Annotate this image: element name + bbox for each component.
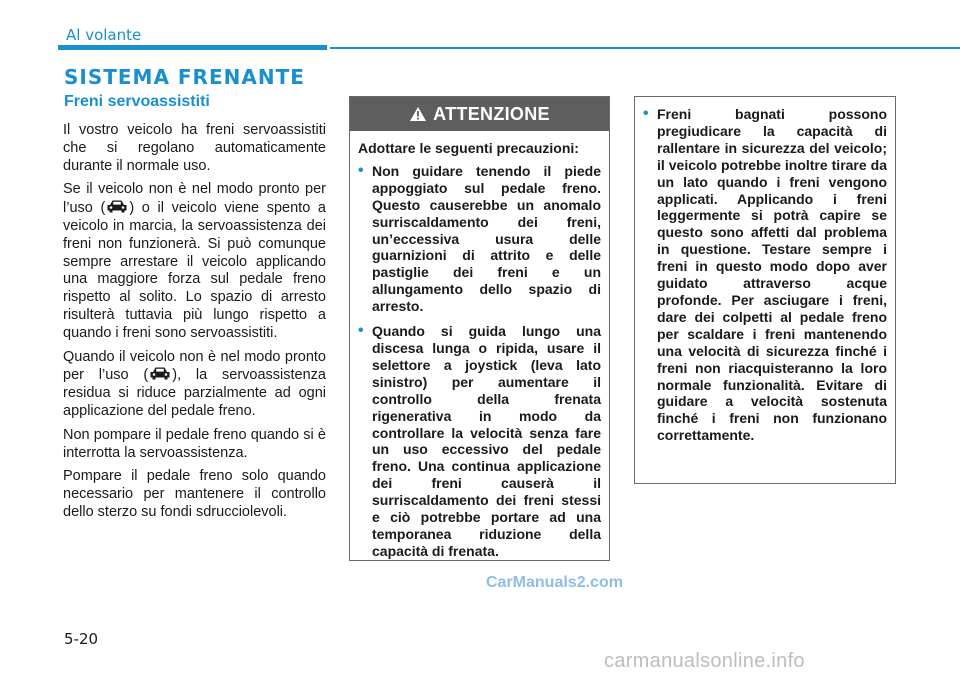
list-item: • Quando si guida lungo una discesa lunga o ripida, usare il selettore a joystick (leva lato sinistro) per aumentare il controllo della frenata rigenerativa in modo da controllare la velocità senza fare un uso eccessivo del pedale freno. Una continua applicazione dei freni causerà il surriscaldamento dei freni stessi e ciò potrebbe portare ad una temporanea riduzione della capacità di frenata. <box>358 323 601 560</box>
warning-intro: Adottare le seguenti precauzioni: <box>358 140 579 156</box>
paragraph: Se il veicolo non è nel modo pronto per l’uso ( ) o il veicolo viene spento a veicolo in marcia, la servoassistenza dei freni non funzionerà. Si può comunque sempre arrestare il veicolo applicando una maggiore forza sul pedale freno rispetto al solito. Lo spazio di arresto risulterà tuttavia più lungo rispetto a quando i freni sono servoassistiti. <box>63 181 326 341</box>
page-number: 5-20 <box>64 630 99 648</box>
warning-list <box>358 163 601 560</box>
section-title: SISTEMA FRENANTE <box>64 65 305 89</box>
header-section-label: Al volante <box>66 26 142 44</box>
header-rule-thick <box>58 45 327 50</box>
list-item: • Freni bagnati possono pregiudicare la capacità di rallentare in sicurezza del veicolo; il veicolo potrebbe inoltre tirare da un lato quando i freni vengono applicati. Applicando i freni leggermente si potrà capire se questo sono affetti dal problema in questione. Testare sempre i freni in questo modo dopo aver guidato attraverso acque profonde. Per asciugare i freni, dare dei colpetti al pedale freno per scaldare i freni mantenendo una velocità di sicurezza finché i freni non riacquisteranno la loro normale funzionalità. Evitare di guidare a velocità sostenuta finché i freni non funzionano correttamente. <box>643 106 887 444</box>
paragraph: Quando il veicolo non è nel modo pronto per l’uso ( ), la servoassistenza residua si riduce parzialmente ad ogni applicazione del pedale freno. <box>63 348 326 419</box>
warning-box-continued <box>634 96 896 484</box>
warning-continued-list <box>643 106 887 444</box>
warning-header <box>350 97 609 131</box>
left-column <box>63 122 326 528</box>
sub-title: Freni servoassistiti <box>64 93 210 110</box>
warning-triangle-icon <box>409 106 427 122</box>
header-rule-thin <box>330 47 960 49</box>
warning-body <box>350 131 609 560</box>
warning-continued-body <box>635 97 895 444</box>
paragraph: Il vostro veicolo ha freni servoassistiti che si regolano automaticamente durante il normale uso. <box>63 122 326 174</box>
warning-box <box>349 96 610 561</box>
watermark-carmanuals2: CarManuals2.com <box>486 574 623 591</box>
watermark-carmanualsonline: carmanualsonline.info <box>604 650 805 672</box>
paragraph: Non pompare il pedale freno quando si è interrotta la servoassistenza. <box>63 426 326 461</box>
paragraph: Pompare il pedale freno solo quando necessario per mantenere il controllo dello sterzo su fondi sdrucciolevoli. <box>63 468 326 520</box>
warning-title: ATTENZIONE <box>433 103 550 124</box>
vehicle-ready-icon <box>149 366 171 381</box>
vehicle-ready-icon <box>106 199 128 214</box>
list-item: • Non guidare tenendo il piede appoggiato sul pedale freno. Questo causerebbe un anomalo surriscaldamento dei freni, un’eccessiva usura delle guarnizioni di attrito e delle pastiglie dei freni e un allungamento dello spazio di arresto. <box>358 163 601 315</box>
